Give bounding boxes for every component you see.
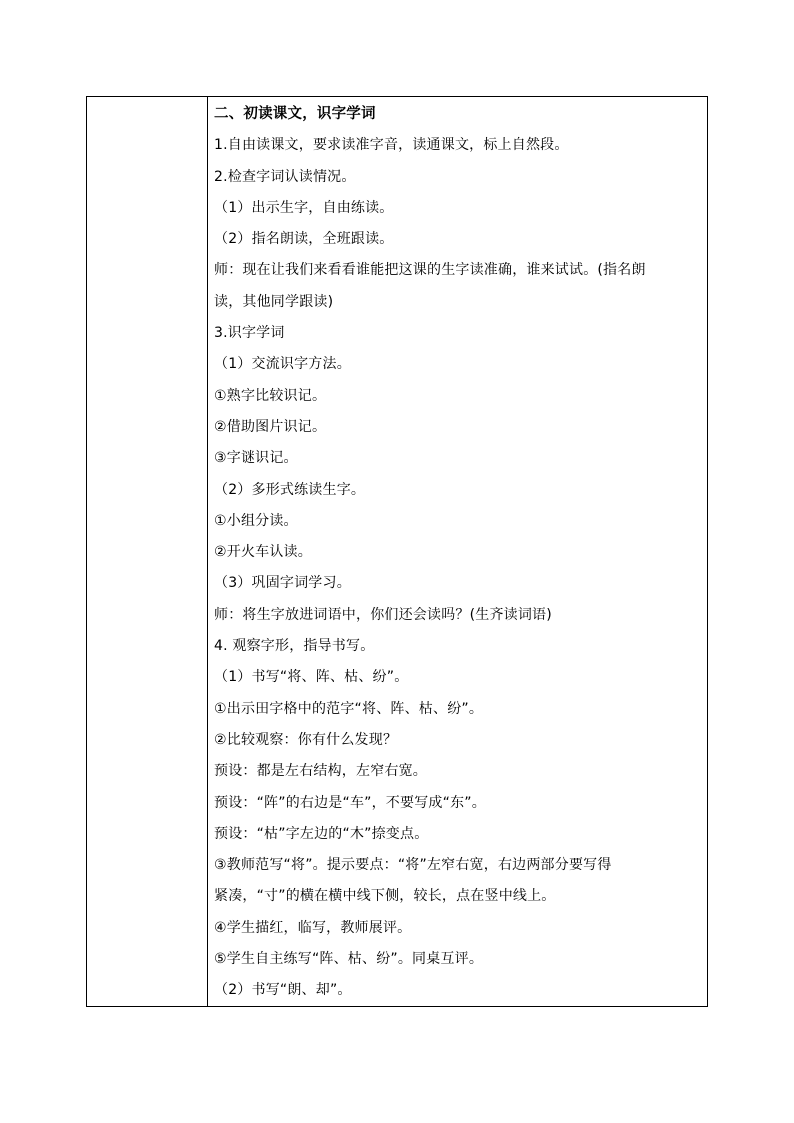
content-line: ③字谜识记。: [214, 450, 298, 467]
content-line: 4. 观察字形，指导书写。: [214, 638, 375, 655]
content-line: 师：将生字放进词语中，你们还会读吗？(生齐读词语): [214, 606, 552, 623]
content-line: ④学生描红，临写，教师展评。: [214, 919, 412, 936]
content-line: （3）巩固字词学习。: [214, 575, 351, 592]
content-line: ②比较观察：你有什么发现？: [214, 731, 398, 748]
content-line: 1.自由读课文，要求读准字音，读通课文，标上自然段。: [214, 137, 569, 154]
content-line: 读，其他同学跟读): [214, 293, 334, 310]
content-line: ③教师范写“将”。提示要点：“将”左窄右宽，右边两部分要写得: [214, 857, 612, 874]
content-line: （2）指名朗读，全班跟读。: [214, 231, 394, 248]
content-line: 预设：“枯”字左边的“木”捺变点。: [214, 825, 429, 842]
column-divider: [207, 97, 208, 1006]
content-line: 师：现在让我们来看看谁能把这课的生字读准确，谁来试试。(指名朗: [214, 262, 646, 279]
content-line: 2.检查字词认读情况。: [214, 168, 356, 185]
content-line: 3.识字学词: [214, 325, 285, 342]
content-line: （1）交流识字方法。: [214, 356, 351, 373]
section-heading: 二、初读课文，识字学词: [214, 106, 376, 122]
content-line: ①出示田字格中的范字“将、阵、枯、纷”。: [214, 700, 484, 717]
content-line: （1）书写“将、阵、枯、纷”。: [214, 669, 409, 686]
content-line: （2）多形式练读生字。: [214, 481, 366, 498]
content-line: ②借助图片识记。: [214, 418, 327, 435]
content-line: ②开火车认读。: [214, 544, 312, 561]
content-line: 紧凑，“寸”的横在横中线下侧，较长，点在竖中线上。: [214, 888, 556, 905]
content-line: ⑤学生自主练写“阵、枯、纷”。同桌互评。: [214, 951, 484, 968]
content-cell: [214, 99, 704, 1007]
content-line: （2）书写“朗、却”。: [214, 982, 352, 999]
content-line: ①熟字比较识记。: [214, 387, 327, 404]
content-line: ①小组分读。: [214, 512, 298, 529]
lesson-plan-table: [86, 96, 708, 1007]
content-line: 预设：“阵”的右边是“车”，不要写成“东”。: [214, 794, 486, 811]
content-line: （1）出示生字，自由练读。: [214, 199, 394, 216]
content-line: 预设：都是左右结构，左窄右宽。: [214, 763, 427, 780]
